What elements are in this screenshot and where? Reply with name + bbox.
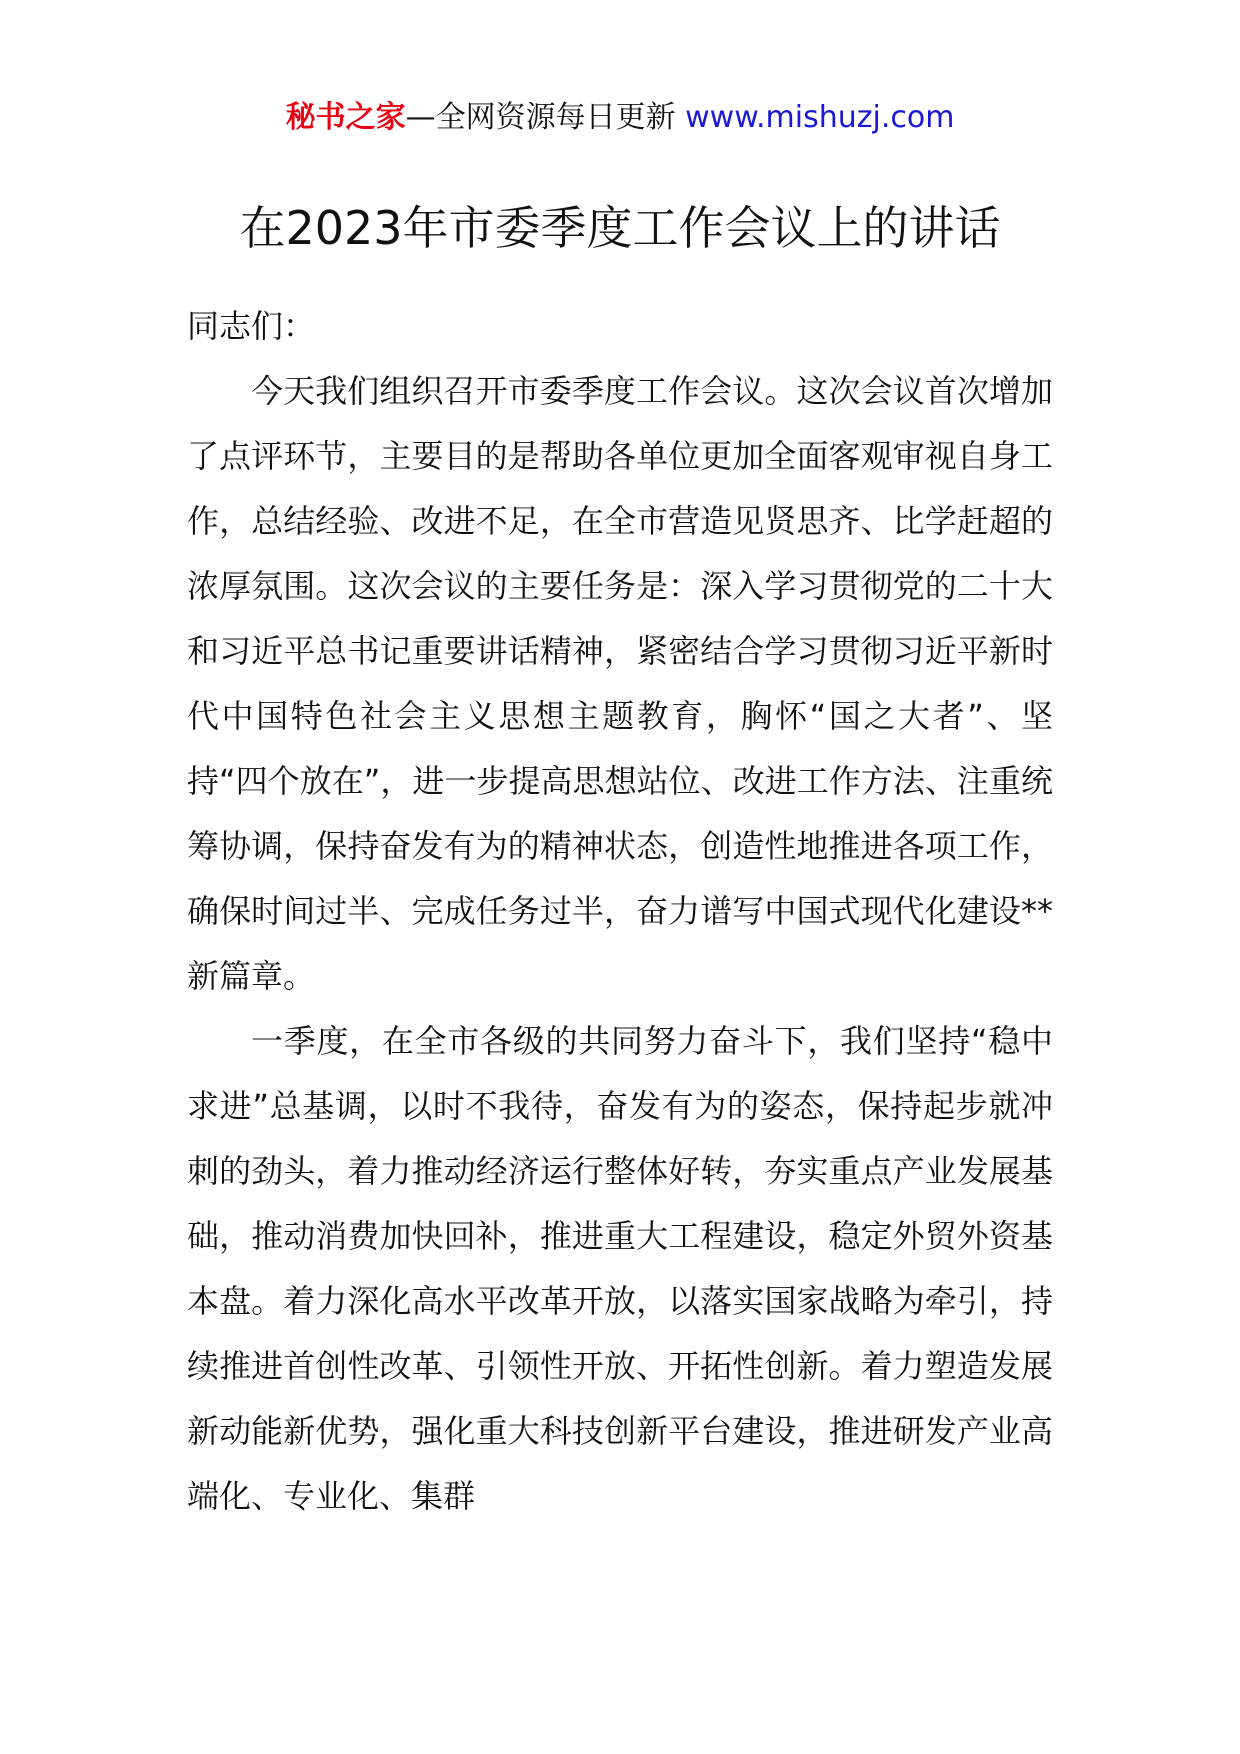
site-url-link[interactable]: www.mishuzj.com <box>685 100 955 135</box>
body-paragraph-1: 今天我们组织召开市委季度工作会议。这次会议首次增加了点评环节，主要目的是帮助各单位更加全面客观审视自身工作，总结经验、改进不足，在全市营造见贤思齐、比学赶超的浓厚氛围。这次会议的主要任务是：深入学习贯彻党的二十大和习近平总书记重要讲话精神，紧密结合学习贯彻习近平新时代中国特色社会主义思想主题教育，胸怀“国之大者”、坚持“四个放在”，进一步提高思想站位、改进工作方法、注重统筹协调，保持奋发有为的精神状态，创造性地推进各项工作，确保时间过半、完成任务过半，奋力谱写中国式现代化建设**新篇章。 <box>187 372 1053 995</box>
body-paragraph-2: 一季度，在全市各级的共同努力奋斗下，我们坚持“稳中求进”总基调，以时不我待，奋发有为的姿态，保持起步就冲刺的劲头，着力推动经济运行整体好转，夯实重点产业发展基础，推动消费加快回补，推进重大工程建设，稳定外贸外资基本盘。着力深化高水平改革开放，以落实国家战略为牵引，持续推进首创性改革、引领性开放、开拓性创新。着力塑造发展新动能新优势，强化重大科技创新平台建设，推进研发产业高端化、专业化、集群 <box>187 1022 1053 1515</box>
document-body <box>187 294 1053 1529</box>
header-tagline: —全网资源每日更新 <box>405 100 686 135</box>
salutation: 同志们： <box>187 307 316 345</box>
site-header <box>0 98 1240 138</box>
document-title: 在2023年市委季度工作会议上的讲话 <box>239 201 1001 255</box>
brand-name: 秘书之家 <box>285 100 406 135</box>
